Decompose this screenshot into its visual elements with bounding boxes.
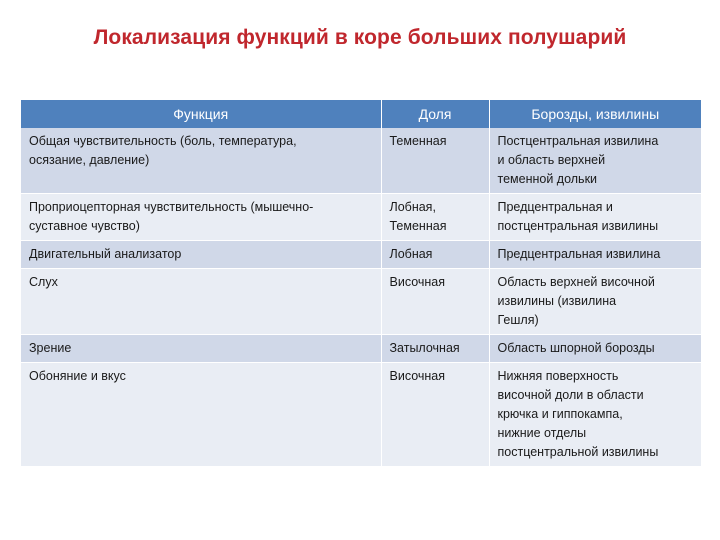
cell-gyri — [489, 194, 701, 241]
cell-line: Предцентральная и — [497, 200, 613, 214]
cell-line: извилины (извилина — [497, 294, 617, 308]
cell-line: Двигательный анализатор — [29, 247, 182, 261]
cell-line: Височная — [389, 275, 446, 289]
cell-line: височной доли в области — [497, 388, 644, 402]
cell-line: Лобная — [389, 247, 433, 261]
cell-line: нижние отделы — [497, 426, 587, 440]
cell-line: Постцентральная извилина — [497, 134, 659, 148]
header-lobe: Доля — [381, 100, 489, 128]
cell-line: Височная — [389, 369, 446, 383]
cell-line: Область шпорной борозды — [497, 341, 655, 355]
cell-line: Нижняя поверхность — [497, 369, 619, 383]
cell-function — [21, 128, 381, 194]
cell-gyri — [489, 128, 701, 194]
cell-line: Теменная — [389, 134, 447, 148]
header-function: Функция — [21, 100, 381, 128]
cell-line: Предцентральная извилина — [497, 247, 661, 261]
cell-line: теменной дольки — [497, 172, 598, 186]
cell-line: Теменная — [389, 219, 447, 233]
cell-line: Проприоцепторная чувствительность (мышечно- — [29, 200, 314, 214]
table-row — [21, 363, 701, 467]
table-row — [21, 194, 701, 241]
table-row — [21, 269, 701, 335]
table-row — [21, 335, 701, 363]
cell-function — [21, 363, 381, 467]
slide-title: Локализация функций в коре больших полушарий — [93, 26, 627, 49]
table-row — [21, 128, 701, 194]
cell-line: Зрение — [29, 341, 72, 355]
cell-line: суставное чувство) — [29, 219, 140, 233]
cell-lobe — [381, 335, 489, 363]
cell-lobe — [381, 363, 489, 467]
cell-lobe — [381, 241, 489, 269]
cell-line: Слух — [29, 275, 58, 289]
cell-function — [21, 241, 381, 269]
cell-line: Затылочная — [389, 341, 460, 355]
cell-line: и область верхней — [497, 153, 606, 167]
cell-function — [21, 194, 381, 241]
cell-line: Обоняние и вкус — [29, 369, 126, 383]
cell-line: осязание, давление) — [29, 153, 150, 167]
cell-line: постцентральная извилины — [497, 219, 659, 233]
cell-gyri — [489, 335, 701, 363]
cell-line: Общая чувствительность (боль, температура, — [29, 134, 297, 148]
cell-line: Гешля) — [497, 313, 539, 327]
cell-line: Лобная, — [389, 200, 436, 214]
cell-gyri — [489, 269, 701, 335]
table-header-row — [21, 100, 701, 128]
cell-gyri — [489, 241, 701, 269]
header-gyri: Борозды, извилины — [489, 100, 701, 128]
cell-line: Область верхней височной — [497, 275, 655, 289]
table-row — [21, 241, 701, 269]
cell-lobe — [381, 128, 489, 194]
cell-gyri — [489, 363, 701, 467]
cell-lobe — [381, 194, 489, 241]
cell-function — [21, 269, 381, 335]
cell-lobe — [381, 269, 489, 335]
cell-line: постцентральной извилины — [497, 445, 659, 459]
localization-table — [21, 100, 701, 466]
cell-line: крючка и гиппокампа, — [497, 407, 623, 421]
cell-function — [21, 335, 381, 363]
